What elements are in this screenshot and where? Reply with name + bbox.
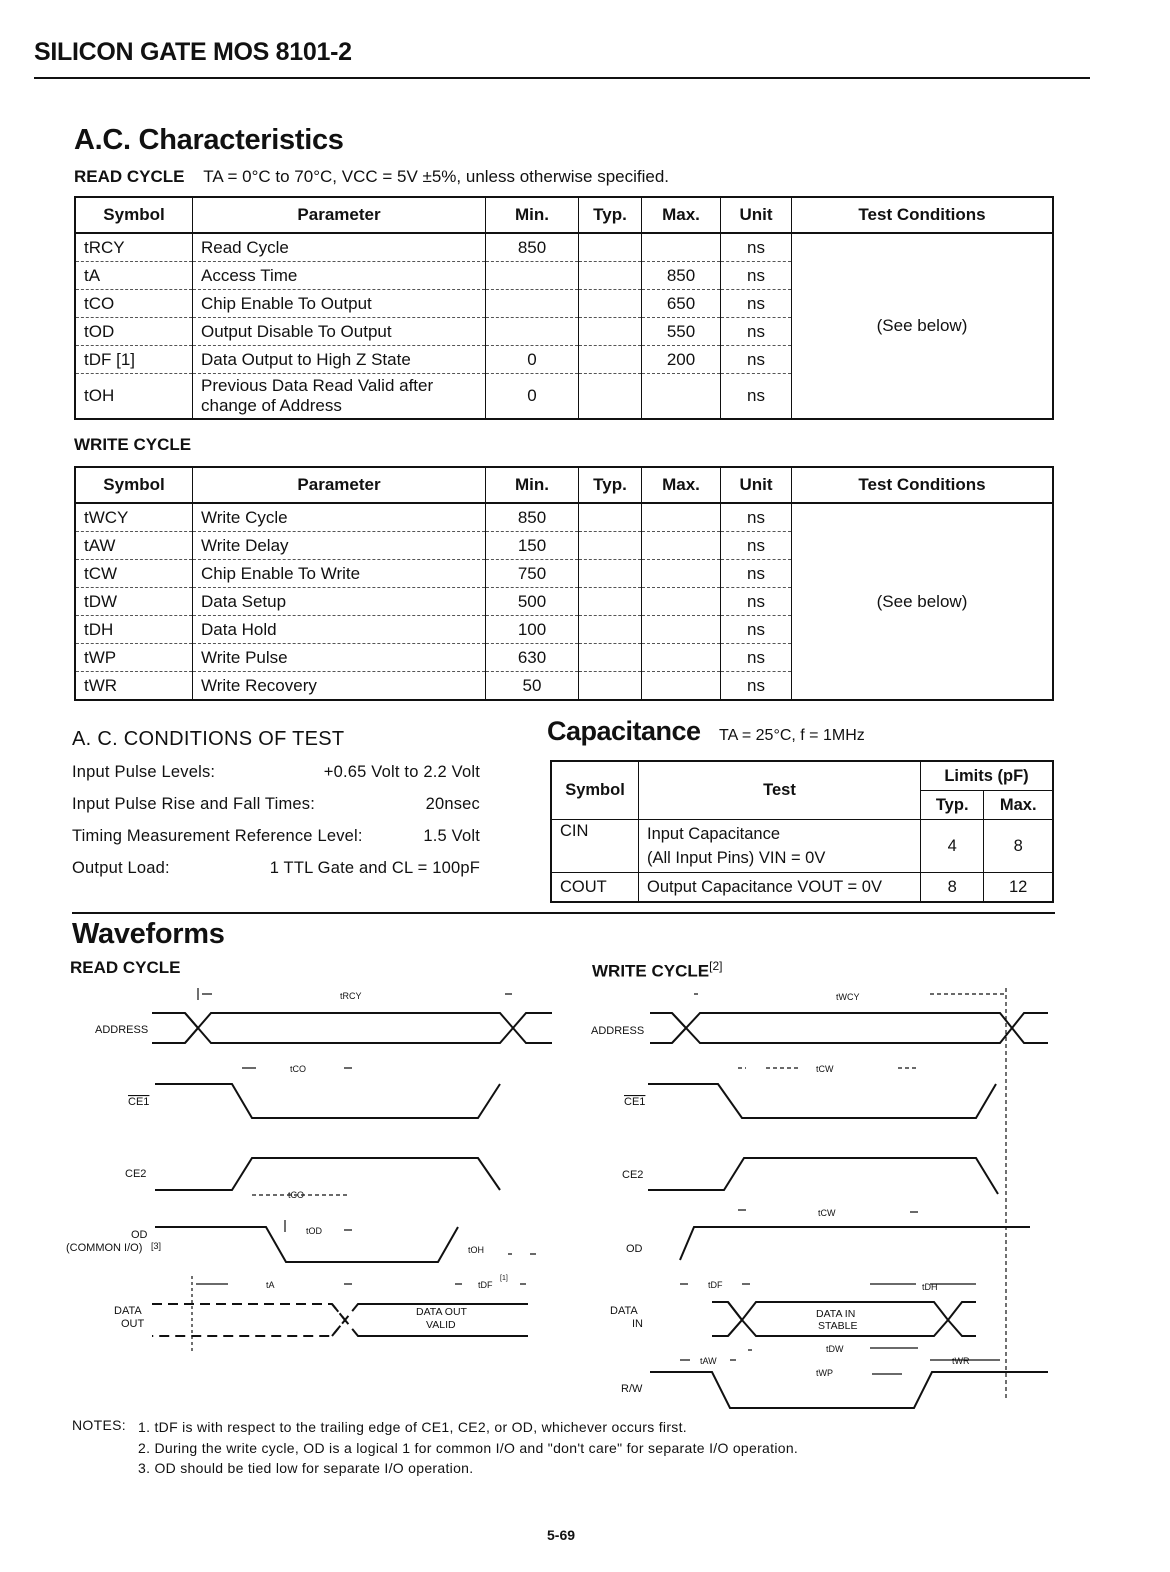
conditions-list — [72, 763, 480, 891]
symbol-cell: tDW — [75, 588, 193, 616]
unit-cell: ns — [721, 262, 792, 290]
unit-cell: ns — [721, 644, 792, 672]
read-data-label: DATA — [114, 1305, 142, 1317]
read-ce1-wave — [155, 1084, 500, 1118]
cap-test-line: Input Capacitance — [647, 825, 781, 843]
min-cell: 100 — [486, 616, 579, 644]
condition-label: Output Load: — [72, 859, 170, 877]
parameter-cell: Output Disable To Output — [193, 318, 486, 346]
read-ce2-label: CE2 — [125, 1168, 147, 1180]
header-rule — [34, 77, 1090, 79]
parameter-cell: Write Recovery — [193, 672, 486, 701]
symbol-cell: tOH — [75, 374, 193, 420]
col-min: Min. — [486, 197, 579, 233]
write-ce2-label: CE2 — [622, 1169, 644, 1181]
cap-max-cell: 12 — [984, 873, 1053, 903]
test-conditions-cell: (See below) — [876, 316, 968, 335]
read-data-float — [152, 1304, 345, 1336]
write-ce1-wave — [648, 1084, 996, 1118]
cap-symbol-cell: COUT — [551, 873, 639, 903]
min-cell — [486, 318, 579, 346]
write-ce1-label: CE1 — [624, 1096, 646, 1108]
read-address-wave — [152, 1013, 198, 1043]
max-cell — [642, 532, 721, 560]
waveform-read-label: READ CYCLE — [70, 958, 181, 977]
symbol-cell: tCW — [75, 560, 193, 588]
write-tdf-label: tDF — [708, 1280, 723, 1290]
max-cell: 200 — [642, 346, 721, 374]
condition-label: Input Pulse Levels: — [72, 763, 216, 781]
symbol-cell: tRCY — [75, 233, 193, 262]
min-cell: 750 — [486, 560, 579, 588]
max-cell — [642, 616, 721, 644]
condition-value: +0.65 Volt to 2.2 Volt — [323, 763, 480, 781]
cap-typ-cell: 4 — [921, 820, 984, 873]
max-cell: 850 — [642, 262, 721, 290]
col-symbol: Symbol — [75, 467, 193, 503]
notes-list — [138, 1417, 798, 1479]
typ-cell — [579, 588, 642, 616]
unit-cell: ns — [721, 233, 792, 262]
notes-label: NOTES: — [72, 1417, 126, 1433]
col-test-conditions: Test Conditions — [792, 467, 1054, 503]
write-taw-label: tAW — [700, 1356, 717, 1366]
read-od-note: [3] — [151, 1241, 162, 1251]
cap-max-cell: 8 — [984, 820, 1053, 873]
read-tdf-marker — [455, 1254, 536, 1284]
unit-cell: ns — [721, 532, 792, 560]
cap-test-cell: Output Capacitance VOUT = 0V — [639, 873, 921, 903]
min-cell: 850 — [486, 233, 579, 262]
write-stable-label: STABLE — [818, 1320, 858, 1332]
read-valid-label: VALID — [426, 1319, 456, 1331]
symbol-cell: tA — [75, 262, 193, 290]
typ-cell — [579, 233, 642, 262]
col-unit: Unit — [721, 467, 792, 503]
min-cell: 50 — [486, 672, 579, 701]
cap-col-limits: Limits (pF) — [921, 761, 1054, 791]
parameter-cell: Data Output to High Z State — [193, 346, 486, 374]
cap-col-test: Test — [639, 761, 921, 820]
min-cell: 500 — [486, 588, 579, 616]
min-cell: 0 — [486, 346, 579, 374]
cap-test-line: (All Input Pins) VIN = 0V — [647, 849, 826, 867]
col-min: Min. — [486, 467, 579, 503]
write-tcw-label: tCW — [816, 1064, 834, 1074]
parameter-cell: Chip Enable To Output — [193, 290, 486, 318]
capacitance-table — [550, 760, 1054, 903]
unit-cell: ns — [721, 290, 792, 318]
max-cell — [642, 233, 721, 262]
read-tod-label: tOD — [306, 1226, 323, 1236]
write-tdw-label: tDW — [826, 1344, 844, 1354]
condition-row — [72, 859, 480, 891]
write-ce2-wave — [648, 1158, 998, 1194]
note-item: 1. tDF is with respect to the trailing edge of CE1, CE2, or OD, whichever occurs first. — [138, 1419, 687, 1435]
note-item: 2. During the write cycle, OD is a logical 1 for common I/O and "don't care" for separate I/O operation. — [138, 1439, 799, 1456]
max-cell — [642, 560, 721, 588]
min-cell — [486, 262, 579, 290]
cap-typ-cell: 8 — [921, 873, 984, 903]
condition-row — [72, 763, 480, 795]
waveforms-title: Waveforms — [72, 918, 225, 950]
test-conditions-cell: (See below) — [876, 591, 968, 611]
capacitance-conditions: TA = 25°C, f = 1MHz — [719, 727, 865, 744]
read-toh-label: tOH — [468, 1245, 485, 1255]
typ-cell — [579, 644, 642, 672]
symbol-cell: tDH — [75, 616, 193, 644]
max-cell: 650 — [642, 290, 721, 318]
parameter-cell: Write Pulse — [193, 644, 486, 672]
table-row — [75, 233, 1053, 262]
parameter-cell: Data Setup — [193, 588, 486, 616]
min-cell — [486, 290, 579, 318]
read-tco2-label: tCO — [288, 1190, 305, 1200]
typ-cell — [579, 346, 642, 374]
max-cell — [642, 588, 721, 616]
waveform-write-label-text: WRITE CYCLE — [592, 961, 710, 981]
waveform-diagram — [0, 980, 1170, 1420]
write-data-left — [712, 1302, 742, 1336]
symbol-cell: tAW — [75, 532, 193, 560]
write-twr-label: tWR — [952, 1356, 970, 1366]
min-cell: 850 — [486, 503, 579, 532]
read-data-out-label: DATA OUT — [416, 1306, 467, 1318]
condition-value: 1.5 Volt — [423, 827, 480, 845]
write-address-label: ADDRESS — [591, 1025, 645, 1037]
table-row — [551, 820, 1053, 873]
table-row — [551, 873, 1053, 903]
read-out-label: OUT — [121, 1318, 145, 1330]
read-trcy-label: tRCY — [340, 991, 362, 1001]
read-address-label: ADDRESS — [95, 1024, 149, 1036]
condition-value: 20nsec — [425, 795, 480, 813]
parameter-cell: Previous Data Read Valid after change of Address — [193, 374, 486, 420]
capacitance-heading — [547, 716, 865, 747]
conditions-title: A. C. CONDITIONS OF TEST — [72, 728, 345, 750]
write-tcw2-label: tCW — [818, 1208, 836, 1218]
max-cell — [642, 374, 721, 420]
write-twp-label: tWP — [816, 1368, 833, 1378]
parameter-cell: Write Delay — [193, 532, 486, 560]
write-od-label: OD — [626, 1243, 643, 1255]
page-header-title: SILICON GATE MOS 8101-2 — [34, 38, 352, 66]
capacitance-title: Capacitance — [547, 716, 701, 746]
symbol-cell: tOD — [75, 318, 193, 346]
max-cell — [642, 672, 721, 701]
max-cell: 550 — [642, 318, 721, 346]
col-parameter: Parameter — [193, 467, 486, 503]
col-max: Max. — [642, 467, 721, 503]
typ-cell — [579, 262, 642, 290]
write-cycle-label: WRITE CYCLE — [74, 435, 192, 454]
condition-value: 1 TTL Gate and CL = 100pF — [269, 859, 480, 877]
typ-cell — [579, 616, 642, 644]
write-tdh-label: tDH — [922, 1282, 938, 1292]
read-ce1-label: CE1 — [128, 1096, 150, 1108]
symbol-cell: tDF [1] — [75, 346, 193, 374]
unit-cell: ns — [721, 374, 792, 420]
read-ce2-wave — [155, 1158, 500, 1190]
parameter-cell: Read Cycle — [193, 233, 486, 262]
cap-col-symbol: Symbol — [551, 761, 639, 820]
condition-label: Input Pulse Rise and Fall Times: — [72, 795, 316, 813]
col-test-conditions: Test Conditions — [792, 197, 1054, 233]
unit-cell: ns — [721, 346, 792, 374]
write-od-wave — [680, 1227, 1030, 1260]
max-cell — [642, 644, 721, 672]
cap-col-typ: Typ. — [921, 791, 984, 820]
symbol-cell: tWP — [75, 644, 193, 672]
write-twcy-marker — [694, 988, 1006, 1400]
col-max: Max. — [642, 197, 721, 233]
read-ta-label: tA — [266, 1280, 275, 1290]
symbol-cell: tWCY — [75, 503, 193, 532]
read-od-common-label: (COMMON I/O) — [66, 1242, 143, 1254]
unit-cell: ns — [721, 588, 792, 616]
condition-row — [72, 827, 480, 859]
read-tco-label: tCO — [290, 1064, 307, 1074]
unit-cell: ns — [721, 318, 792, 346]
read-cycle-label: READ CYCLE — [74, 167, 185, 186]
write-in-label: IN — [632, 1318, 643, 1330]
read-tdf-label: tDF — [478, 1280, 493, 1290]
waveform-write-label — [592, 959, 722, 982]
symbol-cell: tWR — [75, 672, 193, 701]
parameter-cell: Write Cycle — [193, 503, 486, 532]
unit-cell: ns — [721, 503, 792, 532]
unit-cell: ns — [721, 560, 792, 588]
condition-row — [72, 795, 480, 827]
ac-title: A.C. Characteristics — [74, 124, 344, 156]
col-typ: Typ. — [579, 467, 642, 503]
write-address-top — [672, 1013, 1048, 1028]
read-address-wave-bottom — [185, 1028, 552, 1043]
min-cell: 630 — [486, 644, 579, 672]
cap-test-cell — [639, 820, 921, 873]
table-row — [75, 503, 1053, 532]
col-parameter: Parameter — [193, 197, 486, 233]
typ-cell — [579, 318, 642, 346]
col-typ: Typ. — [579, 197, 642, 233]
typ-cell — [579, 374, 642, 420]
read-cycle-conditions: TA = 0°C to 70°C, VCC = 5V ±5%, unless otherwise specified. — [203, 167, 670, 186]
parameter-cell: Data Hold — [193, 616, 486, 644]
write-rw-label: R/W — [621, 1383, 643, 1395]
read-cycle-table — [74, 196, 1054, 420]
typ-cell — [579, 672, 642, 701]
write-twcy-label: tWCY — [836, 992, 860, 1002]
waveform-write-note: [2] — [709, 959, 723, 973]
unit-cell: ns — [721, 616, 792, 644]
write-address-wave — [650, 1013, 686, 1043]
min-cell: 150 — [486, 532, 579, 560]
col-symbol: Symbol — [75, 197, 193, 233]
typ-cell — [579, 503, 642, 532]
typ-cell — [579, 290, 642, 318]
cap-col-max: Max. — [984, 791, 1053, 820]
read-tdf-note: [1] — [500, 1275, 508, 1282]
read-od-label: OD — [131, 1229, 148, 1241]
min-cell: 0 — [486, 374, 579, 420]
read-cycle-heading — [74, 167, 669, 187]
col-unit: Unit — [721, 197, 792, 233]
unit-cell: ns — [721, 672, 792, 701]
max-cell — [642, 503, 721, 532]
cap-symbol-cell: CIN — [551, 820, 639, 873]
page-number: 5-69 — [547, 1527, 576, 1543]
read-address-wave-top — [185, 1013, 552, 1028]
parameter-cell: Chip Enable To Write — [193, 560, 486, 588]
note-item: 3. OD should be tied low for separate I/O operation. — [138, 1460, 474, 1476]
write-data-in-label: DATA IN — [816, 1308, 856, 1320]
typ-cell — [579, 532, 642, 560]
typ-cell — [579, 560, 642, 588]
section-rule — [72, 912, 1055, 914]
write-rw-wave — [650, 1372, 1048, 1408]
write-data-label: DATA — [610, 1305, 638, 1317]
condition-label: Timing Measurement Reference Level: — [72, 827, 363, 845]
symbol-cell: tCO — [75, 290, 193, 318]
parameter-cell: Access Time — [193, 262, 486, 290]
write-cycle-table — [74, 466, 1054, 701]
write-address-bottom — [672, 1028, 1048, 1043]
